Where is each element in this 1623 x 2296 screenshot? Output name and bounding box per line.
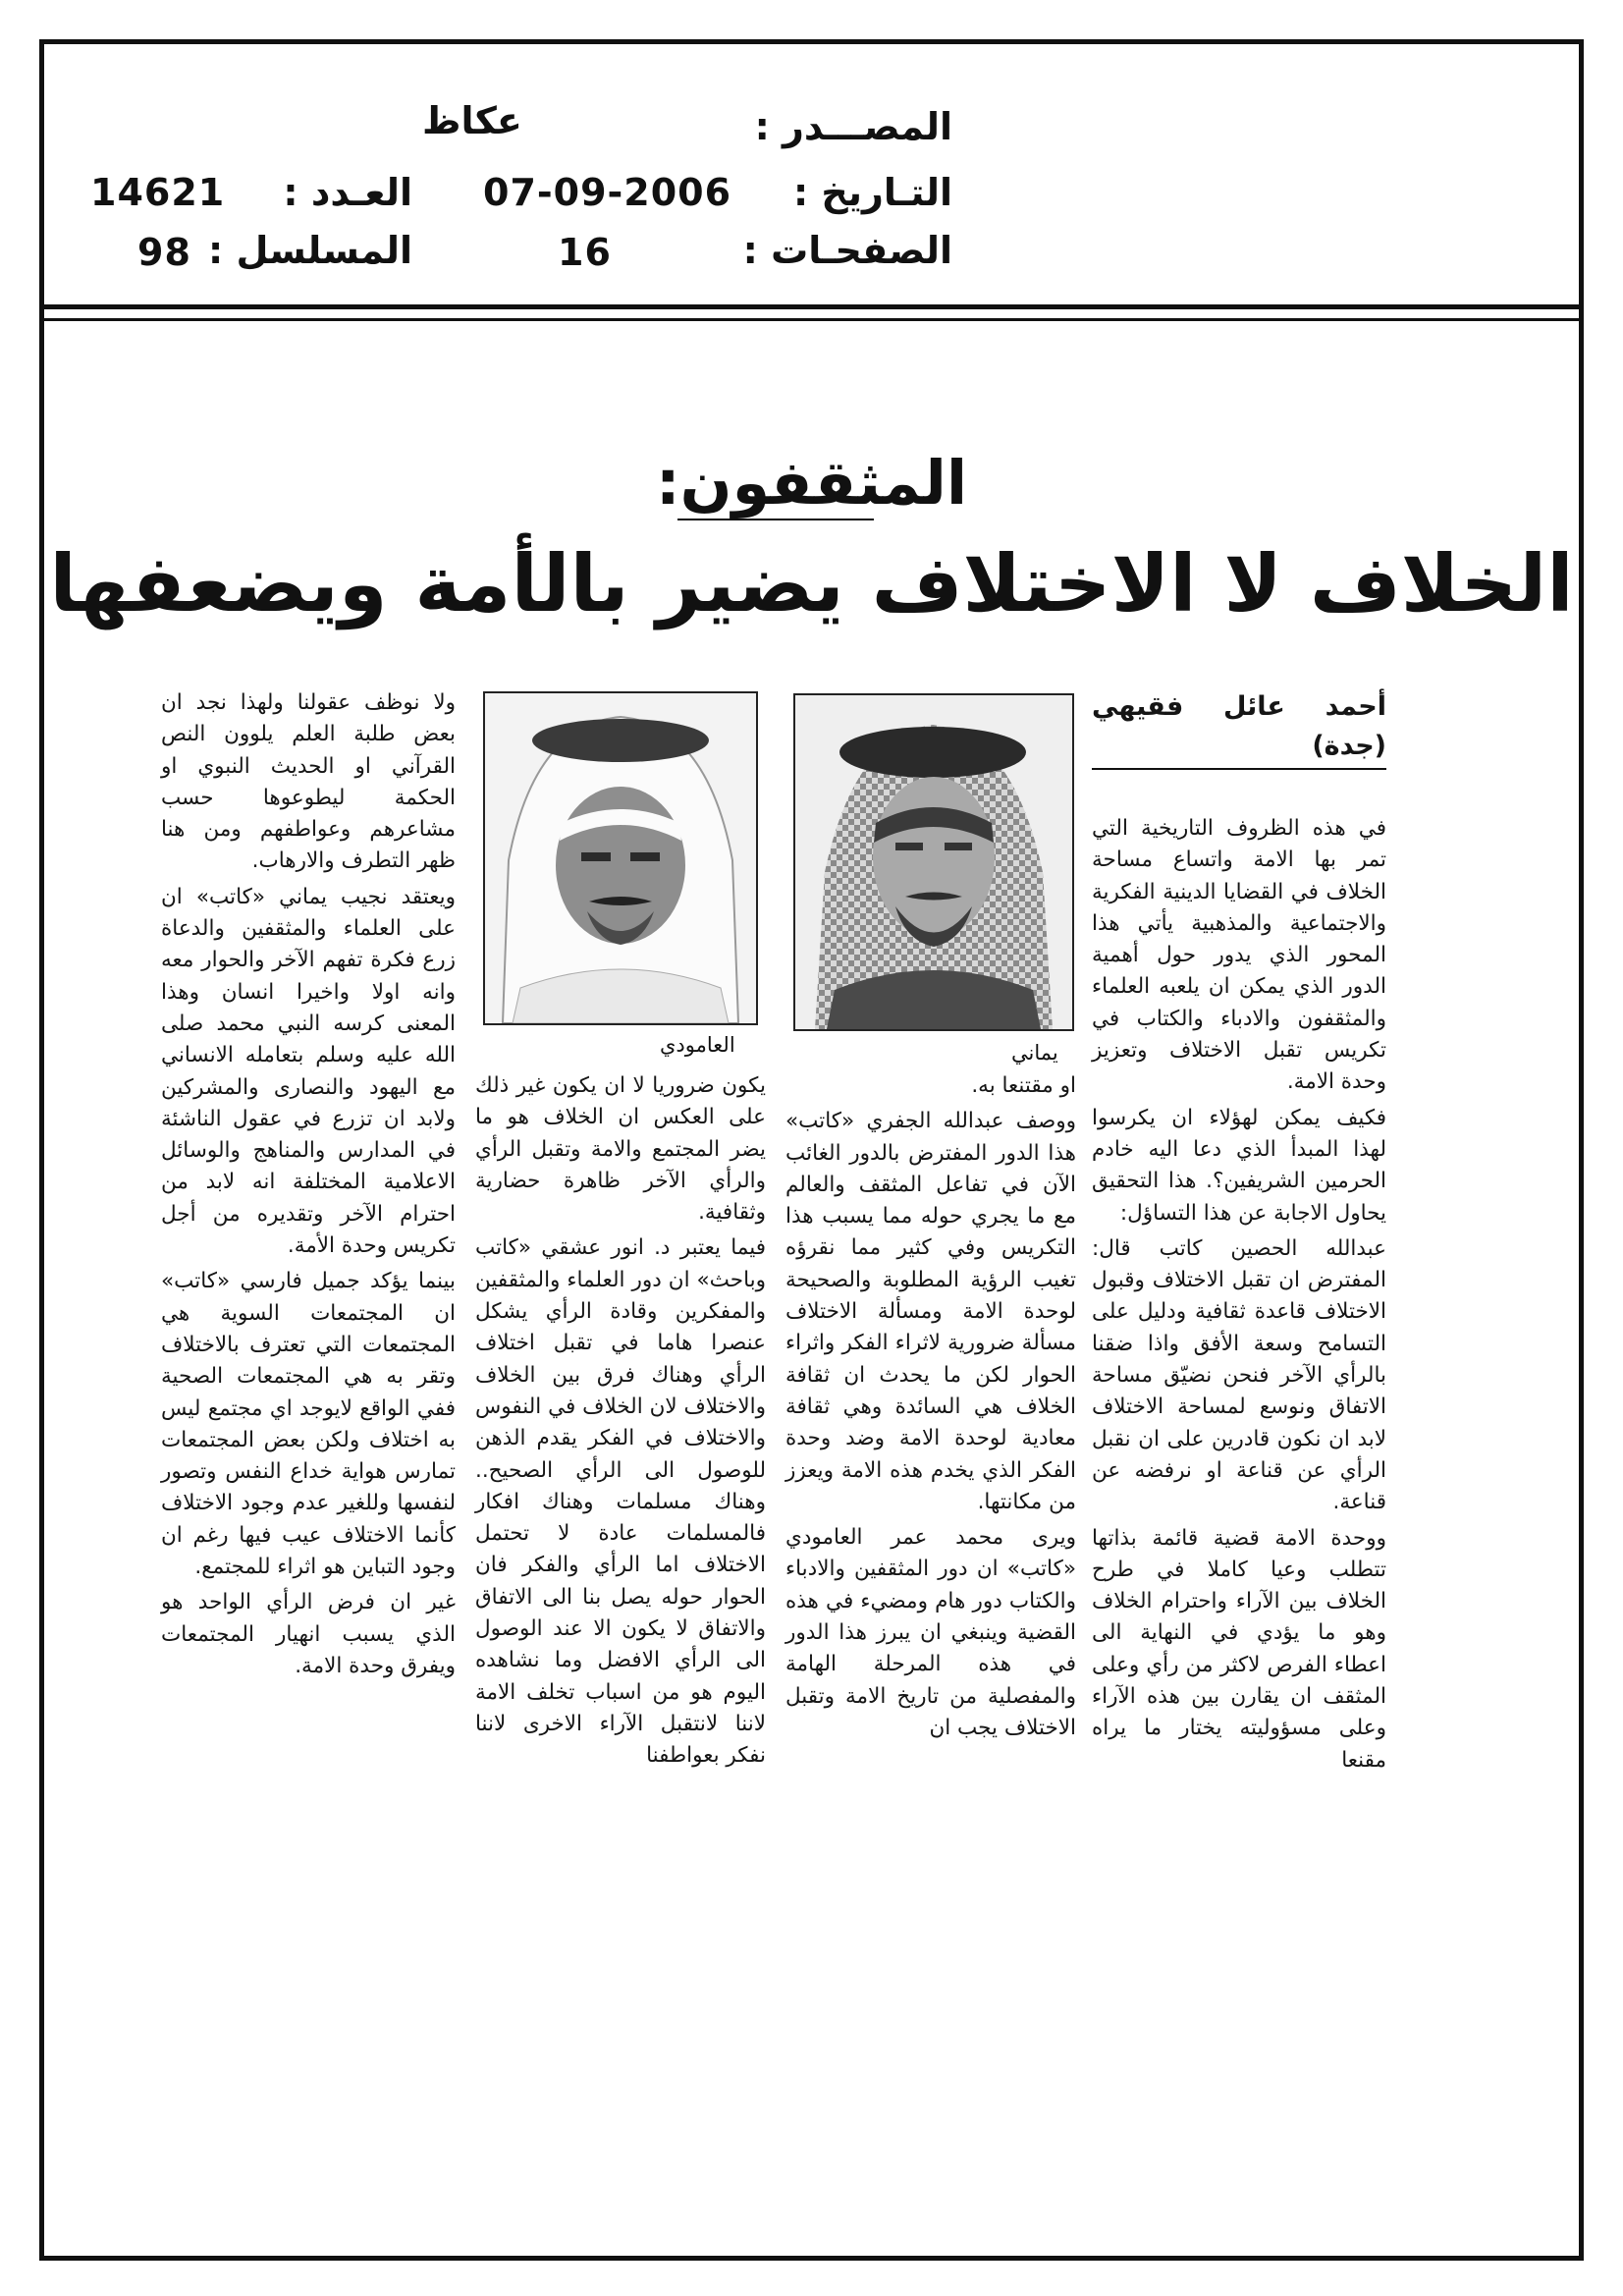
pages-value: 16 xyxy=(558,231,612,274)
paragraph: فكيف يمكن لهؤلاء ان يكرسوا لهذا المبدأ الذي دعا اليه خادم الحرمين الشريفين؟. هذا التحقيق يحاول الاجابة عن هذا التساؤل: xyxy=(1092,1105,1386,1226)
article-headline: الخلاف لا الاختلاف يضير بالأمة ويضعفها xyxy=(49,538,1574,629)
photo-caption-yamani: يماني xyxy=(1011,1041,1058,1065)
issue-value: 14621 xyxy=(90,171,226,214)
article-kicker: المثقفون: xyxy=(655,447,968,519)
source-label: المصـــدر : xyxy=(754,105,952,148)
photo-yamani xyxy=(793,693,1074,1031)
article-column-2 xyxy=(785,1070,1076,1748)
date-value: 07-09-2006 xyxy=(483,171,732,214)
article-byline: أحمد عائل فقيهي (جدة) xyxy=(1092,687,1386,770)
article-column-1 xyxy=(1092,687,1386,1780)
photo-caption-alamoudi: العامودي xyxy=(660,1033,735,1057)
serial-label: المسلسل : xyxy=(208,229,412,272)
paragraph: يكون ضروريا لا ان يكون غير ذلك على العكس ان الخلاف هو ما يضر المجتمع والامة وتقبل الرأي والرأي الآخر ظاهرة حضارية وثقافية. xyxy=(475,1073,766,1226)
pages-label: الصفحـات : xyxy=(742,229,952,272)
article-column-3 xyxy=(475,1070,766,1777)
serial-value: 98 xyxy=(137,231,191,274)
paragraph: غير ان فرض الرأي الواحد هو الذي يسبب انهيار المجتمعات ويفرق وحدة الامة. xyxy=(161,1590,456,1678)
issue-label: العـدد : xyxy=(283,171,412,214)
photo-alamoudi xyxy=(483,691,758,1025)
header-divider-inner xyxy=(39,318,1584,321)
paragraph: عبدالله الحصين كاتب قال: المفترض ان تقبل الاختلاف وقبول الاختلاف قاعدة ثقافية ودليل على التسامح وسعة الأفق واذا ضقنا بالرأي الآخر فنحن نضيّق مساحة الاتفاق ونوسع لمساحة الاختلاف لابد ان نكون قادرين على ان نقبل الرأي عن قناعة او نرفضه عن قناعة. xyxy=(1092,1235,1386,1515)
paragraph: ولا نوظف عقولنا ولهذا نجد ان بعض طلبة العلم يلوون النص القرآني او الحديث النبوي او الحكمة ليطوعوها حسب مشاعرهم وعواطفهم ومن هنا ظهر التطرف والارهاب. xyxy=(161,690,456,874)
header-divider xyxy=(39,304,1584,309)
kicker-rule xyxy=(677,519,874,520)
paragraph: ويرى محمد عمر العامودي «كاتب» ان دور المثقفين والادباء والكتاب دور هام ومضيء في هذه القضية وينبغي ان يبرز هذا الدور في هذه المرحلة الهامة والمفصلية من تاريخ الامة وتقبل الاختلاف يجب ان xyxy=(785,1525,1076,1740)
paragraph: ووصف عبدالله الجفري «كاتب» هذا الدور المفترض بالدور الغائب الآن في تفاعل المثقف والعالم مع ما يجري حوله مما يسبب هذا التكريس وفي كثير مما نقرؤه تغيب الرؤية المطلوبة والصحيحة لوحدة الامة ومسألة الاختلاف مسألة ضرورية لاثراء الفكر واثراء الحوار لكن ما يحدث ان ثقافة الخلاف هي السائدة وهي ثقافة معادية لوحدة الامة وضد وحدة الفكر الذي يخدم هذه الامة ويعزز من مكانتها. xyxy=(785,1109,1076,1514)
paragraph: او مقتنعا به. xyxy=(971,1073,1076,1098)
portrait-image xyxy=(485,693,756,1023)
paragraph: ووحدة الامة قضية قائمة بذاتها تتطلب وعيا كاملا في طرح الخلاف بين الآراء واحترام الخلاف وهو ما يؤدي في النهاية الى اعطاء الفرص لاكثر من رأي وعلى المثقف ان يقارن بين هذه الآراء وعلى مسؤوليته يختار ما يراه مقنعا xyxy=(1092,1525,1386,1773)
source-value: عكاظ xyxy=(422,99,522,142)
paragraph: ويعتقد نجيب يماني «كاتب» ان على العلماء والمثقفين والدعاة زرع فكرة تفهم الآخر والحوار معه وانه اولا واخيرا انسان وهذا المعنى كرسه النبي محمد صلى الله عليه وسلم بتعامله الانساني مع اليهود والنصارى والمشركين ولابد ان تزرع في عقول الناشئة في المدارس والمناهج والوسائل الاعلامية المختلفة انه لابد من احترام الآخر وتقديره من أجل تكريس وحدة الأمة. xyxy=(161,884,456,1259)
paragraph: في هذه الظروف التاريخية التي تمر بها الامة واتساع مساحة الخلاف في القضايا الدينية الفكرية والاجتماعية والمذهبية يأتي هذا المحور الذي يدور حول أهمية الدور الذي يمكن ان يلعبه العلماء والمثقفون والادباء والكتاب في تكريس تقبل الاختلاف وتعزيز وحدة الامة. xyxy=(1092,816,1386,1095)
paragraph: بينما يؤكد جميل فارسي «كاتب» ان المجتمعات السوية هي المجتمعات التي تعترف بالاختلاف وتقر به هي المجتمعات الصحية ففي الواقع لايوجد اي مجتمع ليس به اختلاف ولكن بعض المجتمعات تمارس هواية خداع النفس وتصور لنفسها وللغير عدم وجود الاختلاف كأنما الاختلاف عيب فيها رغم ان وجود التباين هو اثراء للمجتمع. xyxy=(161,1269,456,1580)
portrait-image xyxy=(795,695,1072,1029)
article-column-4 xyxy=(161,687,456,1686)
date-label: التـاريخ : xyxy=(792,171,952,214)
paragraph: فيما يعتبر د. انور عشقي «كاتب وباحث» ان دور العلماء والمثقفين والمفكرين وقادة الرأي يشكل عنصرا هاما في تقبل اختلاف الرأي وهناك فرق بين الخلاف والاختلاف لان الخلاف في النفوس والاختلاف في الفكر يقدم الذهن للوصول الى الرأي الصحيح.. وهناك مسلمات وهناك افكار فالمسلمات عادة لا تحتمل الاختلاف اما الرأي والفكر فان الحوار حوله يصل بنا الى الاتفاق والاتفاق لا يكون الا عند الوصول الى الرأي الافضل وما نشاهده اليوم هو من اسباب تخلف الامة لاننا لانتقبل الآراء الاخرى لاننا نفكر بعواطفنا xyxy=(475,1235,766,1769)
